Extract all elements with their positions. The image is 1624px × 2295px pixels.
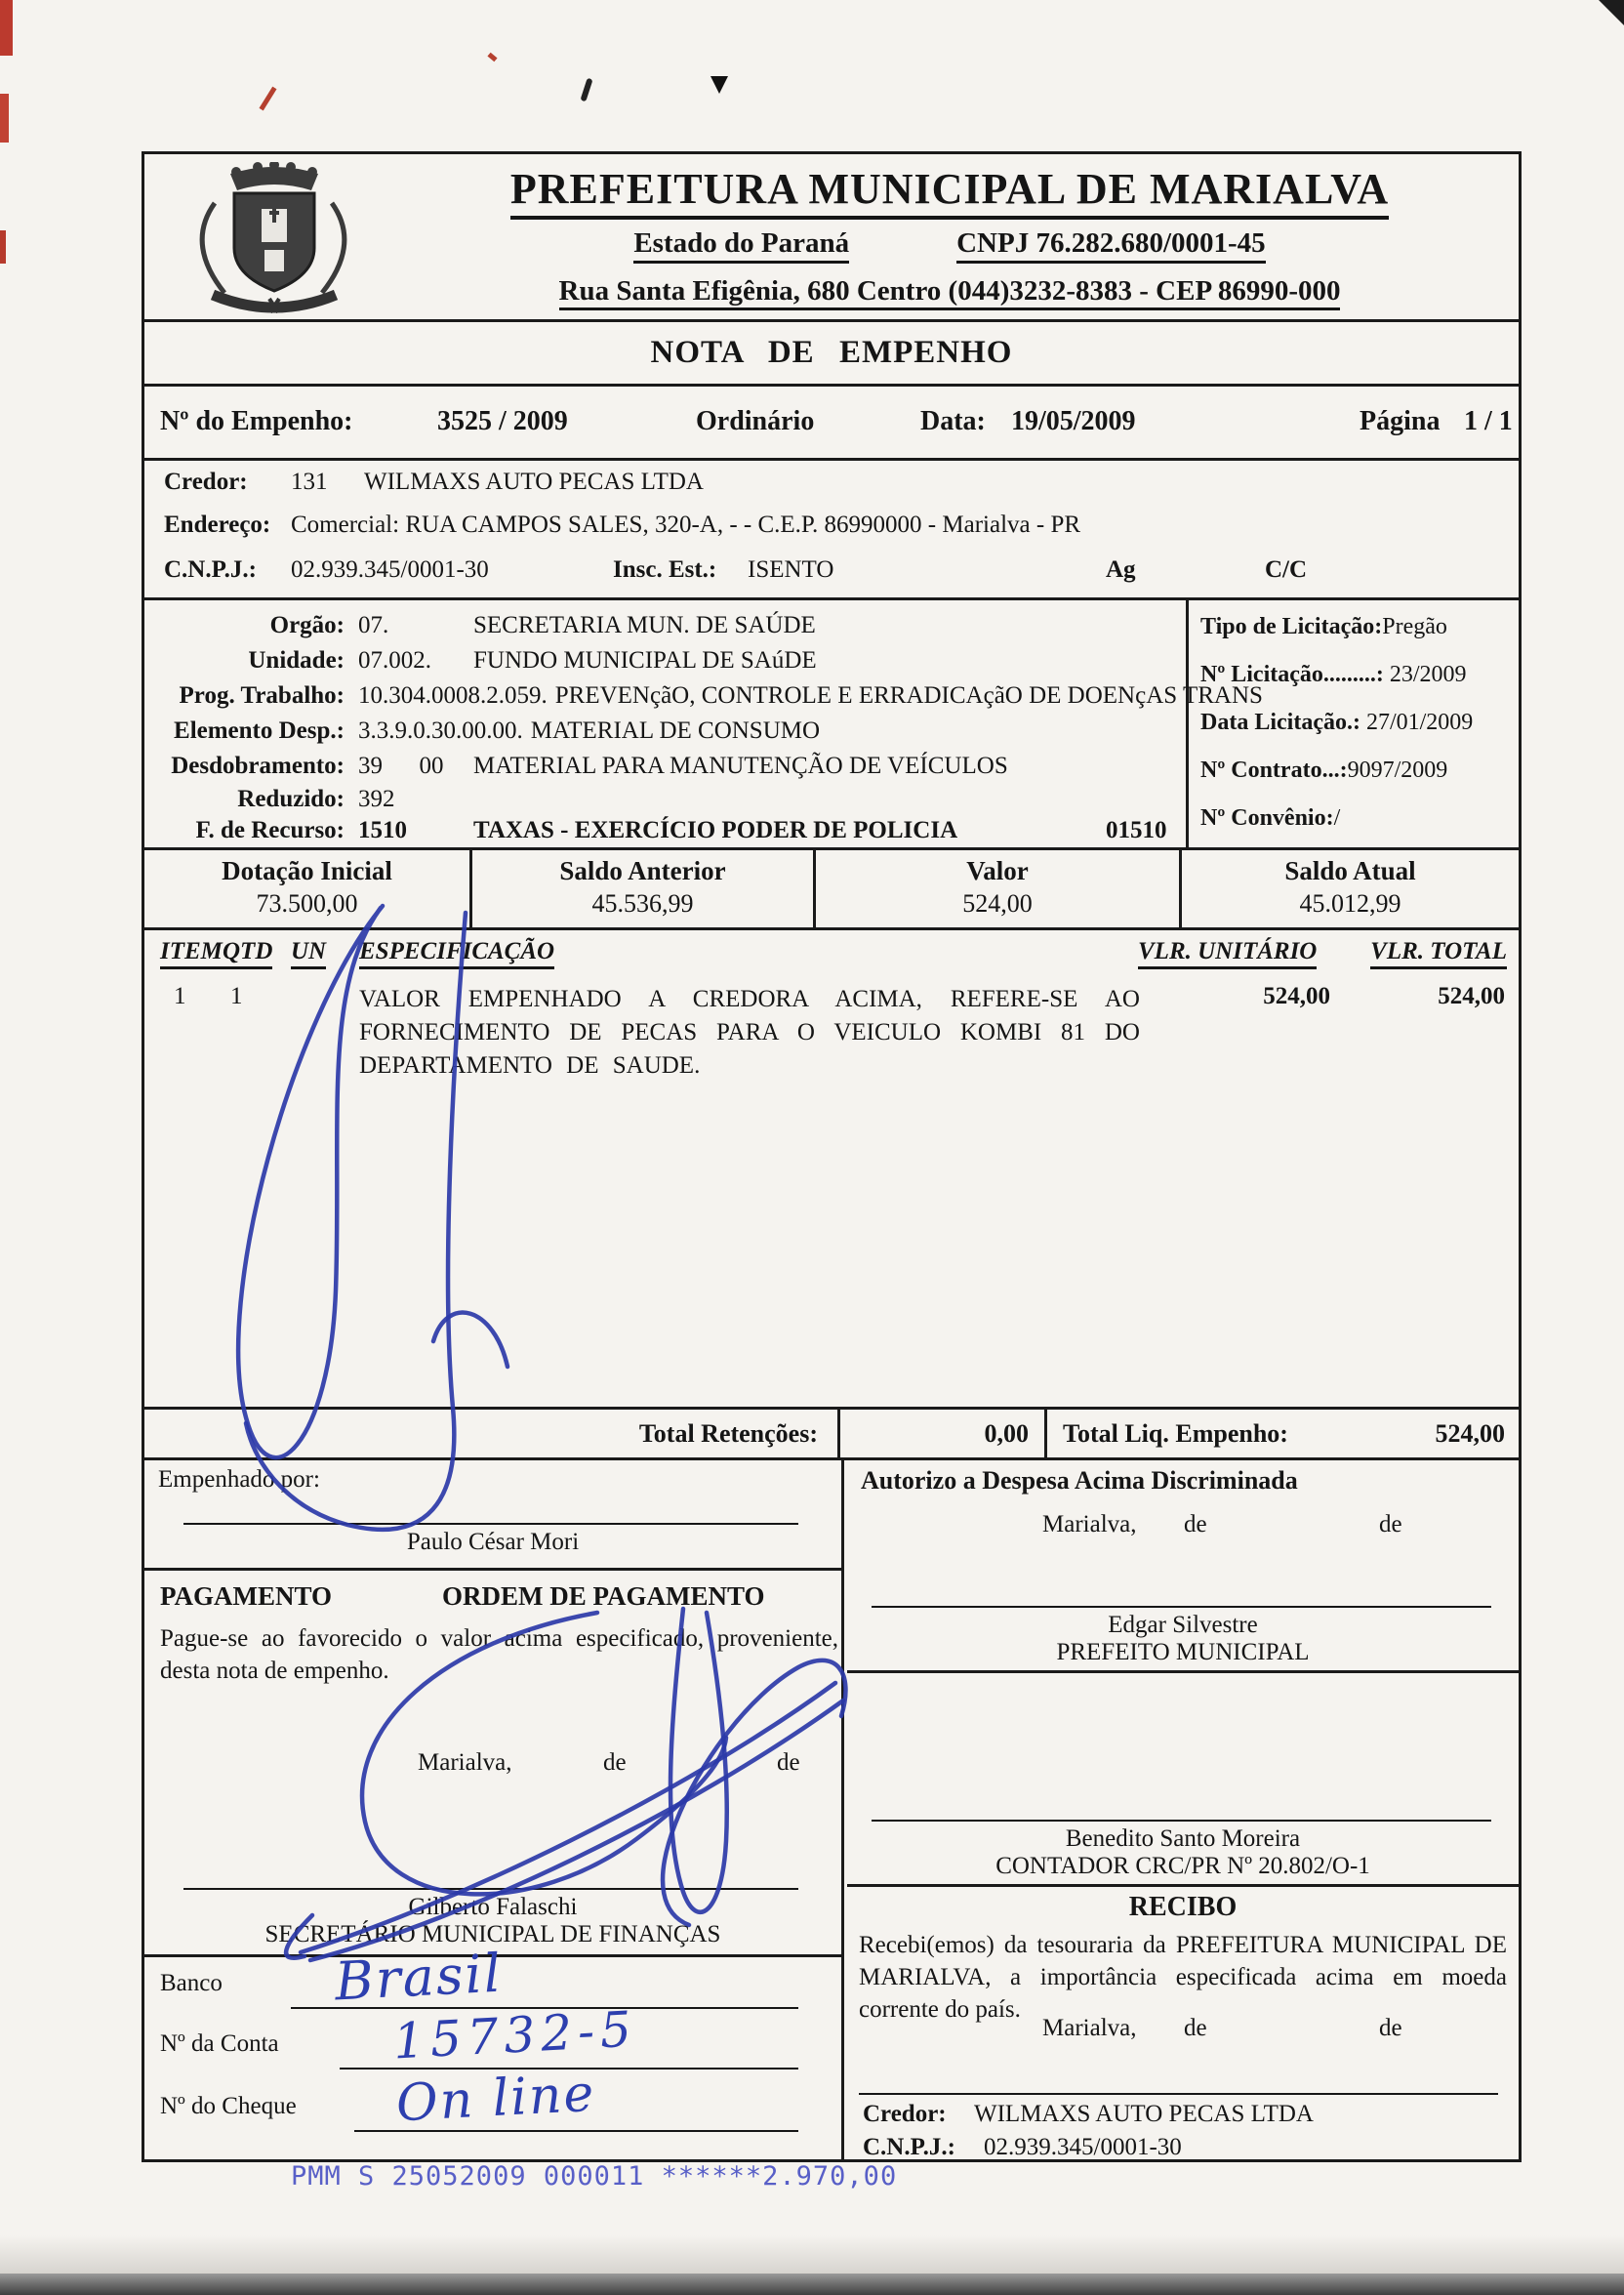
contract-row — [1200, 758, 1519, 784]
row-code: 392 — [358, 786, 395, 812]
state-reg-label: Insc. Est.: — [613, 556, 717, 583]
bidding-date-value: 27/01/2009 — [1360, 710, 1474, 735]
budget-row — [144, 612, 1177, 639]
row-label: Orgão: — [269, 612, 345, 638]
scan-artifact — [0, 94, 9, 143]
divider — [847, 1670, 1519, 1673]
bank-handwriting: Brasil — [333, 1942, 505, 2013]
payment-instruction: Pague-se ao favorecido o valor acima especificado, proveniente, desta nota de empenho. — [160, 1625, 838, 1684]
state-label: Estado do Paraná — [633, 227, 849, 264]
row-desc: PREVENçãO, CONTROLE E ERRADICAçãO DE DOENçAS TRANS — [554, 682, 1263, 709]
row-code: 07. — [358, 612, 389, 638]
signature-line — [183, 1523, 798, 1525]
item-total: 524,00 — [1438, 983, 1505, 1009]
signature-line — [872, 1820, 1491, 1822]
net-total-label: Total Liq. Empenho: — [1063, 1418, 1288, 1448]
payment-order-title: ORDEM DE PAGAMENTO — [442, 1581, 765, 1611]
allocation-cell — [1179, 850, 1519, 927]
form-header — [144, 154, 1519, 319]
city-line-de: de — [1184, 2015, 1207, 2041]
item-number: 1 — [174, 983, 186, 1009]
resource-code: 01510 — [1106, 817, 1167, 843]
allocation-cell — [469, 850, 813, 927]
signature-line — [183, 1888, 798, 1890]
date-label: Data: — [920, 406, 986, 436]
creditor-address: Comercial: RUA CAMPOS SALES, 320-A, - - C.E.P. 86990000 - Marialva - PR — [291, 512, 1081, 538]
row-desc: MATERIAL PARA MANUTENÇÃO DE VEÍCULOS — [473, 753, 1008, 779]
dot-matrix-stamp: PMM S 25052009 000011 ******2.970,00 — [291, 2161, 898, 2192]
bidding-number-value: 23/2009 — [1383, 662, 1467, 687]
address-label: Endereço: — [164, 512, 271, 538]
items-header-total: VLR. TOTAL — [1370, 938, 1507, 969]
creditor-code: 131 — [291, 469, 328, 495]
retentions-value: 0,00 — [837, 1410, 1047, 1457]
column-header: Dotação Inicial — [222, 856, 392, 885]
signatures-area — [144, 1457, 1519, 2159]
scan-artifact — [0, 0, 13, 56]
net-total-cell — [1047, 1419, 1519, 1449]
agreement-row — [1200, 805, 1519, 832]
bidding-type-value: Pregão — [1382, 614, 1447, 639]
budget-row — [144, 786, 1177, 813]
account-handwriting: 15732-5 — [391, 2000, 639, 2070]
signer-name: Edgar Silvestre — [1108, 1612, 1258, 1638]
receipt-text: Recebi(emos) da tesouraria da PREFEITURA MUNICIPAL DE MARIALVA, a importância especificada acima em moeda corrente do país. — [859, 1932, 1507, 2023]
account-label: C/C — [1265, 556, 1308, 583]
cnpj-value: 02.939.345/0001-30 — [984, 2134, 1182, 2160]
city-line-de: de — [1379, 2015, 1402, 2041]
row-code: 10.304.0008.2.059. — [358, 682, 548, 709]
empenho-number-label: Nº do Empenho: — [160, 406, 353, 436]
cnpj-label: C.N.P.J.: — [164, 556, 257, 583]
item-description: VALOR EMPENHADO A CREDORA ACIMA, REFERE-SE AO FORNECIMENTO DE PECAS PARA O VEICULO KOMBI 81 DO DEPARTAMENTO DE SAUDE. — [359, 986, 1140, 1079]
contract-label: Nº Contrato...: — [1200, 758, 1348, 783]
scan-artifact — [0, 2235, 1624, 2275]
row-desc: MATERIAL DE CONSUMO — [530, 717, 821, 744]
budget-row — [144, 717, 1177, 745]
org-name: PREFEITURA MUNICIPAL DE MARIALVA — [510, 164, 1389, 220]
retentions-label: Total Retenções: — [638, 1418, 818, 1448]
items-header-qty: QTD — [223, 938, 272, 969]
item-unit-price: 524,00 — [1263, 983, 1330, 1009]
city-line-city: Marialva, — [1042, 2015, 1137, 2041]
creditor-block — [144, 458, 1519, 597]
budget-row — [144, 753, 1177, 780]
signer-name: Benedito Santo Moreira — [1065, 1825, 1301, 1852]
bidding-date-row — [1200, 710, 1519, 736]
page-value: 1 / 1 — [1464, 406, 1513, 436]
divider — [144, 1568, 841, 1571]
items-header-unit: UN — [291, 938, 326, 969]
items-header-unit-price: VLR. UNITÁRIO — [1138, 938, 1317, 969]
items-header-item: ITEM — [160, 938, 223, 969]
scan-artifact — [710, 76, 728, 94]
address-text: Rua Santa Efigênia, 680 Centro (044)3232-8383 - CEP 86990-000 — [559, 275, 1341, 310]
right-column — [847, 1460, 1519, 2159]
signer-role: PREFEITO MUNICIPAL — [1056, 1639, 1310, 1665]
column-value: 524,00 — [962, 889, 1033, 918]
contract-value: 9097/2009 — [1347, 758, 1448, 783]
column-value: 45.536,99 — [591, 889, 694, 918]
signer-role: CONTADOR CRC/PR Nº 20.802/O-1 — [995, 1853, 1370, 1879]
row-label: Prog. Trabalho: — [179, 682, 345, 709]
row-desc: SECRETARIA MUN. DE SAÚDE — [473, 612, 816, 638]
totals-row — [144, 1407, 1519, 1457]
header-text — [388, 164, 1511, 307]
row-label: Unidade: — [248, 647, 345, 674]
city-line-de: de — [777, 1749, 800, 1776]
cnpj-label: C.N.P.J.: — [863, 2134, 955, 2160]
scan-artifact — [0, 2274, 1624, 2295]
row-label: Desdobramento: — [171, 753, 345, 779]
item-qty: 1 — [230, 983, 243, 1009]
creditor-label: Credor: — [164, 469, 248, 495]
bidding-number-label: Nº Licitação.........: — [1200, 662, 1384, 687]
scan-artifact — [0, 230, 6, 264]
row-code: 3.3.9.0.30.00.00. — [358, 717, 523, 744]
items-section — [144, 927, 1519, 1407]
net-total-value: 524,00 — [1435, 1418, 1505, 1448]
state-reg-value: ISENTO — [748, 556, 834, 583]
header-address-line — [388, 275, 1511, 307]
cnpj-value: 02.939.345/0001-30 — [291, 556, 489, 583]
creditor-line — [859, 2093, 1498, 2095]
empenho-type: Ordinário — [696, 406, 815, 436]
items-header-spec: ESPECIFICAÇÃO — [359, 938, 554, 969]
bidding-number-row — [1200, 662, 1519, 688]
row-label: Reduzido: — [237, 786, 345, 812]
column-value: 73.500,00 — [256, 889, 358, 918]
bidding-box — [1186, 600, 1519, 847]
authorize-title: Autorizo a Despesa Acima Discriminada — [861, 1466, 1298, 1495]
row-desc: FUNDO MUNICIPAL DE SAúDE — [473, 647, 817, 674]
allocation-table — [144, 847, 1519, 927]
cheque-handwriting: On line — [394, 2064, 597, 2134]
city-crest-logo — [164, 162, 384, 313]
column-header: Valor — [966, 856, 1029, 885]
cnpj-label: CNPJ 76.282.680/0001-45 — [956, 227, 1266, 264]
bank-label: Banco — [160, 1970, 223, 1996]
signer-name: Paulo César Mori — [406, 1529, 580, 1555]
column-header: Saldo Atual — [1284, 856, 1416, 885]
creditor-label: Credor: — [863, 2101, 947, 2127]
row-code: 39 00 — [358, 753, 444, 779]
creditor-name: WILMAXS AUTO PECAS LTDA — [364, 469, 704, 495]
budget-row — [144, 817, 1177, 844]
scan-artifact — [1599, 0, 1624, 25]
receipt-title: RECIBO — [1128, 1892, 1238, 1922]
divider — [847, 1884, 1519, 1887]
header-subline — [388, 227, 1511, 264]
row-code: 1510 — [358, 817, 407, 843]
empenho-number: 3525 / 2009 — [437, 406, 568, 436]
city-line-de: de — [1184, 1511, 1207, 1537]
empenho-number-row — [144, 384, 1519, 458]
date-value: 19/05/2009 — [1011, 406, 1136, 436]
bidding-date-label: Data Licitação.: — [1200, 710, 1360, 735]
doc-title-bar — [144, 319, 1519, 384]
page-label: Página — [1360, 406, 1441, 436]
agency-label: Ag — [1106, 556, 1136, 583]
account-number-label: Nº da Conta — [160, 2030, 279, 2057]
row-label: Elemento Desp.: — [174, 717, 345, 744]
agreement-value: / — [1333, 805, 1341, 831]
signer-name: Gilberto Falaschi — [408, 1894, 578, 1920]
left-column — [144, 1460, 844, 2159]
city-line-de: de — [603, 1749, 627, 1776]
signer-role: SECRETÁRIO MUNICIPAL DE FINANÇAS — [264, 1921, 721, 1947]
row-label: F. de Recurso: — [195, 817, 345, 843]
column-header: Saldo Anterior — [559, 856, 726, 885]
cheque-number-label: Nº do Cheque — [160, 2093, 297, 2119]
allocation-cell — [813, 850, 1179, 927]
allocation-cell — [144, 850, 469, 927]
scan-artifact — [487, 53, 497, 62]
city-line-de: de — [1379, 1511, 1402, 1537]
scan-artifact — [580, 78, 592, 102]
committed-by-label: Empenhado por: — [158, 1466, 320, 1493]
budget-row — [144, 647, 1177, 675]
payment-title: PAGAMENTO — [160, 1581, 333, 1611]
row-desc: TAXAS - EXERCÍCIO PODER DE POLICIA — [473, 817, 958, 843]
budget-block — [144, 597, 1519, 847]
city-line-city: Marialva, — [1042, 1511, 1137, 1537]
agreement-label: Nº Convênio: — [1200, 805, 1334, 831]
doc-title: NOTA DE EMPENHO — [650, 335, 1013, 370]
budget-row — [144, 682, 1263, 710]
city-line-city: Marialva, — [418, 1749, 512, 1776]
column-value: 45.012,99 — [1299, 889, 1401, 918]
bidding-type-row — [1200, 614, 1519, 640]
empenho-form — [142, 151, 1522, 2162]
signature-line — [872, 1606, 1491, 1608]
creditor-name: WILMAXS AUTO PECAS LTDA — [974, 2101, 1314, 2127]
row-code: 07.002. — [358, 647, 431, 674]
scan-artifact — [259, 87, 276, 111]
bidding-type-label: Tipo de Licitação: — [1200, 614, 1383, 639]
